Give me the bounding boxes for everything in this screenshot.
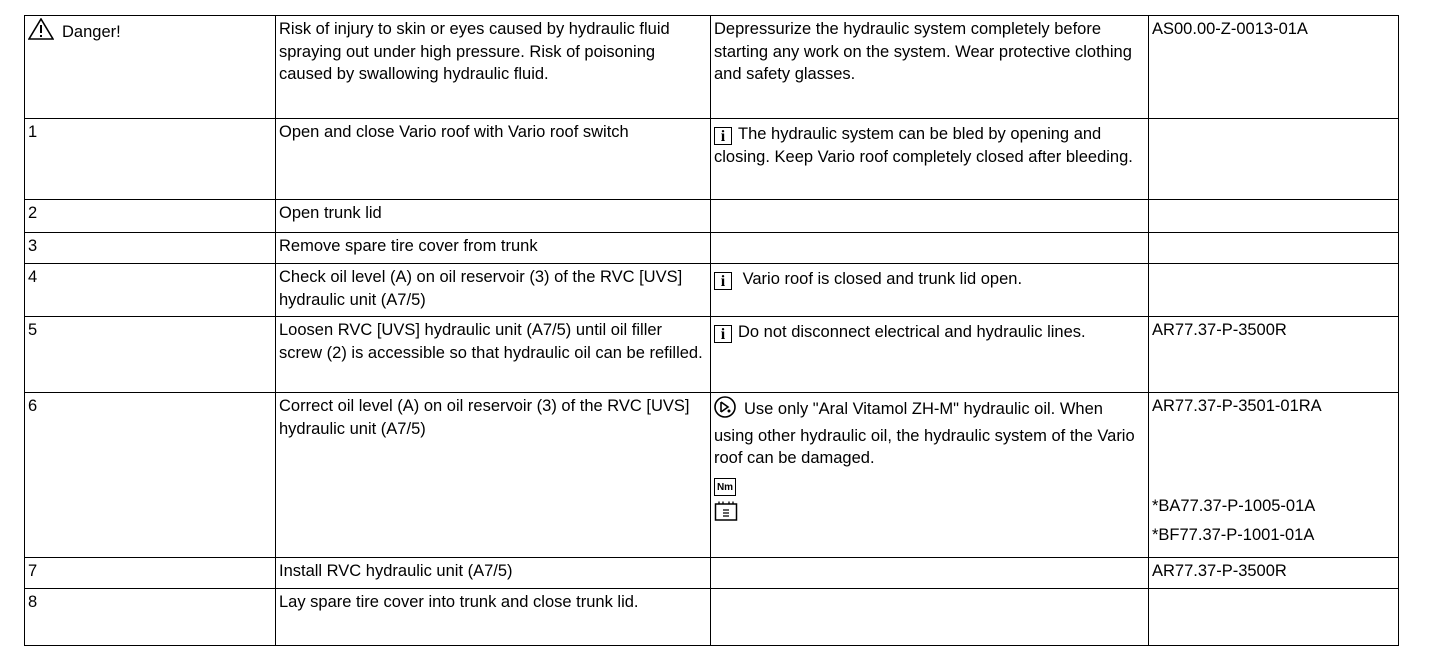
info-icon: i: [714, 325, 732, 343]
ref-cell: [1149, 233, 1399, 264]
table-row-2: [25, 200, 1399, 233]
ref-link[interactable]: AS00.00-Z-0013-01A: [1149, 16, 1399, 119]
note-cell: [711, 558, 1149, 589]
ref-cell: [1149, 589, 1399, 646]
info-icon: i: [714, 127, 732, 145]
table-row-4: [25, 264, 1399, 317]
special-tool-icon: [714, 500, 738, 529]
note-cell: [711, 233, 1149, 264]
note-text: The hydraulic system can be bled by opening and closing. Keep Vario roof completely closed after bleeding.: [714, 125, 1133, 166]
step-number: 2: [25, 200, 276, 233]
table-row-7: [25, 558, 1399, 589]
step-number: 4: [25, 264, 276, 317]
ref-cell: [1149, 264, 1399, 317]
ref-cell: [1149, 119, 1399, 200]
note-cell: [711, 119, 1149, 200]
action-cell: Lay spare tire cover into trunk and close trunk lid.: [276, 589, 711, 646]
note-cell: [711, 393, 1149, 558]
note-cell: [711, 264, 1149, 317]
ref-cell: [1149, 200, 1399, 233]
tool-ref-link[interactable]: *BF77.37-P-1001-01A: [1152, 525, 1315, 544]
note-cell: Depressurize the hydraulic system completely before starting any work on the system. Wear protective clothing and safety glasses.: [711, 16, 1149, 119]
info-icon: i: [714, 272, 732, 290]
note-text: Do not disconnect electrical and hydraulic lines.: [738, 323, 1086, 341]
table-row-danger: [25, 16, 1399, 119]
ref-link[interactable]: AR77.37-P-3500R: [1149, 558, 1399, 589]
table-row-1: [25, 119, 1399, 200]
step-number: 5: [25, 317, 276, 393]
step-number: 3: [25, 233, 276, 264]
step-number: 8: [25, 589, 276, 646]
table-row-6: [25, 393, 1399, 558]
action-cell: Open and close Vario roof with Vario roof switch: [276, 119, 711, 200]
oil-can-icon: [714, 396, 736, 425]
step-number: 7: [25, 558, 276, 589]
note-cell: [711, 200, 1149, 233]
torque-icon: Nm: [714, 478, 736, 496]
danger-cell: [25, 16, 276, 119]
ref-link[interactable]: AR77.37-P-3500R: [1149, 317, 1399, 393]
danger-label: Danger!: [62, 23, 121, 41]
procedure-table: [24, 15, 1399, 646]
action-cell: Install RVC hydraulic unit (A7/5): [276, 558, 711, 589]
torque-ref-link[interactable]: *BA77.37-P-1005-01A: [1152, 496, 1316, 515]
action-cell: Loosen RVC [UVS] hydraulic unit (A7/5) until oil filler screw (2) is accessible so that hydraulic oil can be refilled.: [276, 317, 711, 393]
action-cell: Open trunk lid: [276, 200, 711, 233]
ref-link[interactable]: AR77.37-P-3501-01RA: [1152, 397, 1322, 415]
step-number: 1: [25, 119, 276, 200]
ref-cell: [1149, 393, 1399, 558]
action-cell: Remove spare tire cover from trunk: [276, 233, 711, 264]
warning-triangle-icon: [28, 18, 54, 47]
note-text: Vario roof is closed and trunk lid open.: [742, 270, 1023, 288]
note-cell: [711, 317, 1149, 393]
action-cell: Risk of injury to skin or eyes caused by hydraulic fluid spraying out under high pressure. Risk of poisoning caused by swallowing hydraulic fluid.: [276, 16, 711, 119]
action-cell: Check oil level (A) on oil reservoir (3) of the RVC [UVS] hydraulic unit (A7/5): [276, 264, 711, 317]
note-cell: [711, 589, 1149, 646]
table-row-8: [25, 589, 1399, 646]
table-row-5: [25, 317, 1399, 393]
table-row-3: [25, 233, 1399, 264]
step-number: 6: [25, 393, 276, 558]
action-cell: Correct oil level (A) on oil reservoir (3) of the RVC [UVS] hydraulic unit (A7/5): [276, 393, 711, 558]
note-text: Use only "Aral Vitamol ZH-M" hydraulic oil. When using other hydraulic oil, the hydraulic system of the Vario roof can be damaged.: [714, 400, 1135, 467]
